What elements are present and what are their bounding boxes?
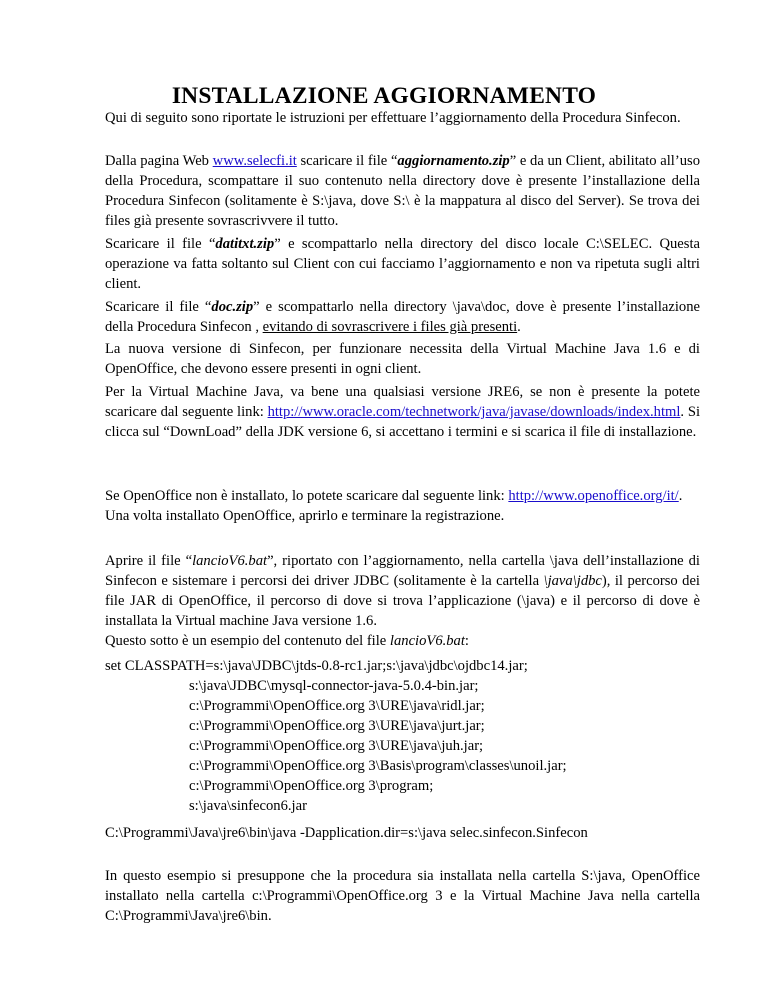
classpath-line: set CLASSPATH=s:\java\JDBC\jtds-0.8-rc1.jar;s:\java\jdbc\ojdbc14.jar; bbox=[105, 658, 528, 674]
classpath-line: c:\Programmi\OpenOffice.org 3\URE\java\ridl.jar; bbox=[189, 698, 485, 714]
classpath-block bbox=[105, 656, 700, 816]
openoffice-paragraph: Se OpenOffice non è installato, lo potete scaricare dal seguente link: http://www.openoffice.org/it/. Una volta installato OpenOffice, aprirlo e terminare la registrazione. bbox=[105, 488, 683, 524]
download-paragraph: Dalla pagina Web www.selecfi.it scaricare il file “aggiornamento.zip” e da un Client, abilitato all’uso della Procedura, scompattare il suo contenuto nella directory dove è presente l’installazione della Procedura Sinfecon (solitamente è S:\java, dove S:\ è la mappatura al disco del Server). Se trova dei files già presente sovrascrivvere il tutto. bbox=[105, 153, 700, 229]
summary-paragraph: In questo esempio si presuppone che la procedura sia installata nella cartella S:\java, OpenOffice installato nella cartella c:\Programmi\OpenOffice.org 3 e la Virtual Machine Java nella cartella C:\Programmi\Java\jre6\bin. bbox=[105, 868, 700, 924]
requirements-paragraph: La nuova versione di Sinfecon, per funzionare necessita della Virtual Machine Java 1.6 e di OpenOffice, che devono essere presenti in ogni client. bbox=[105, 341, 700, 377]
lancio-filename: lancioV6.bat bbox=[192, 553, 268, 569]
datitxt-filename: datitxt.zip bbox=[215, 236, 275, 252]
doc-paragraph: Scaricare il file “doc.zip” e scompattarlo nella directory \java\doc, dove è presente l’installazione della Procedura Sinfecon , evitando di sovrascrivere i files già presenti. bbox=[105, 299, 700, 335]
oracle-download-link[interactable]: http://www.oracle.com/technetwork/java/javase/downloads/index.html bbox=[267, 404, 681, 420]
underlined-warning: evitando di sovrascrivere i files già presenti bbox=[262, 319, 518, 335]
classpath-line: c:\Programmi\OpenOffice.org 3\URE\java\jurt.jar; bbox=[189, 718, 485, 734]
java-paragraph: Per la Virtual Machine Java, va bene una qualsiasi versione JRE6, se non è presente la potete scaricare dal seguente link: http://www.oracle.com/technetwork/java/javase/downloads/index.html. Si clicca sul “DownLoad” della JDK versione 6, si accettano i termini e si scarica il file di installazione. bbox=[105, 384, 701, 440]
datitxt-paragraph: Scaricare il file “datitxt.zip” e scompattarlo nella directory del disco locale C:\SELEC. Questa operazione va fatta soltanto sul Client con cui facciamo l’aggiornamento e non va ripetuta sugli altri client. bbox=[105, 236, 700, 292]
classpath-line: c:\Programmi\OpenOffice.org 3\program; bbox=[189, 778, 434, 794]
page-title: INSTALLAZIONE AGGIORNAMENTO bbox=[171, 83, 597, 109]
doc-filename: doc.zip bbox=[211, 299, 254, 315]
java-command-line: C:\Programmi\Java\jre6\bin\java -Dapplication.dir=s:\java selec.sinfecon.Sinfecon bbox=[105, 825, 588, 841]
classpath-line: s:\java\JDBC\mysql-connector-java-5.0.4-bin.jar; bbox=[189, 678, 479, 694]
lancio-paragraph: Aprire il file “lancioV6.bat”, riportato con l’aggiornamento, nella cartella \java dell’installazione di Sinfecon e sistemare i percorsi dei driver JDBC (solitamente è la cartella \java\jdbc), il percorso dei file JAR di OpenOffice, il percorso di dove si trova l’applicazione (\java) e il percorso di dove è installata la Virtual machine Java versione 1.6. Questo sotto è un esempio del contenuto del file lancioV6.bat: bbox=[105, 553, 700, 649]
classpath-line: c:\Programmi\OpenOffice.org 3\Basis\program\classes\unoil.jar; bbox=[189, 758, 567, 774]
aggiornamento-filename: aggiornamento.zip bbox=[397, 153, 510, 169]
openoffice-link[interactable]: http://www.openoffice.org/it/ bbox=[508, 488, 679, 504]
classpath-line: c:\Programmi\OpenOffice.org 3\URE\java\juh.jar; bbox=[189, 738, 484, 754]
intro-paragraph: Qui di seguito sono riportate le istruzioni per effettuare l’aggiornamento della Procedura Sinfecon. bbox=[105, 110, 681, 126]
selecfi-link[interactable]: www.selecfi.it bbox=[212, 153, 297, 169]
classpath-line: s:\java\sinfecon6.jar bbox=[189, 798, 307, 814]
jdbc-path: \java\jdbc bbox=[543, 573, 602, 589]
